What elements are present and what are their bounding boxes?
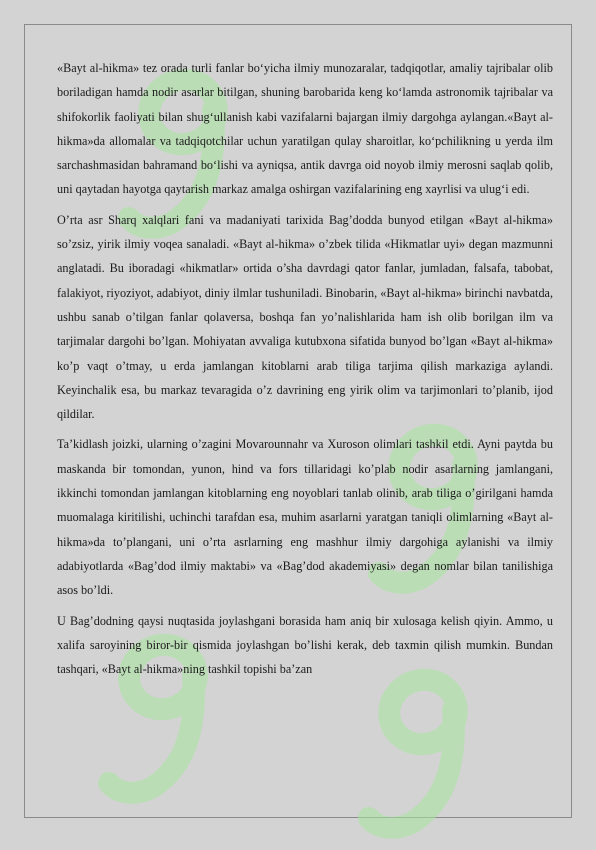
document-body [57,56,553,687]
paragraph: O’rta asr Sharq xalqlari fani va madaniyati tarixida Bag’dodda bunyod etilgan «Bayt al-hikma» so’zsiz, yirik ilmiy voqea sanaladi. «Bayt al-hikma» o’zbek tilida «Hikmatlar uyi» degan mazmunni anglatadi. Bu iboradagi «hikmatlar» ortida o’sha davrdagi qator fanlar, jumladan, falsafa, tabobat, falakiyot, riyoziyot, adabiyot, diniy ilmlar tushuniladi. Binobarin, «Bayt al-hikma» birinchi navbatda, ushbu sanab o’tilgan fanlar qolaversa, boshqa fan yo’nalishlarida ham ish olib borilgan ilm va tarjimalar dargohi bo’lgan. Mohiyatan avvaliga kutubxona sifatida bunyod bo’lgan «Bayt al-hikma» ko’p vaqt o’tmay, u erda jamlangan kitoblarni arab tiliga tarjima qilish markaziga aylandi. Keyinchalik esa, bu markaz tevaragida o’z davrining eng yirik olim va tarjimonlari to’planib, ijod qildilar. [57,212,553,422]
paragraph: «Bayt al-hikma» tez orada turli fanlar bo‘yicha ilmiy munozaralar, tadqiqotlar, amaliy tajribalar olib boriladigan hamda nodir asarlar bitilgan, shuning barobarida keng ko‘lamda astronomik tajribalar va shifokorlik faoliyati bilan shug‘ullanish kabi vazifalarni bajargan ilmiy dargohga aylangan.«Bayt al-hikma»da allomalar va tadqiqotchilar uchun yaratilgan qulay sharoitlar, ko‘pchilikning u yerda ilm sarchashmasidan bahramand bo‘lishi va ayniqsa, antik davrga oid noyob ilmiy merosni saqlab qolib, uni qaytadan hayotga qaytarish markaz amalga oshirgan vazifalarining eng xayrlisi va ulug‘i edi. [57,61,553,197]
paragraph: U Bag’dodning qaysi nuqtasida joylashgani borasida ham aniq bir xulosaga kelish qiyin. Ammo, u xalifa saroyining biror-bir qismida joylashgan bo’lishi kerak, deb taxmin qilish mumkin. Bundan tashqari, «Bayt al-hikma»ning tashkil topishi ba’zan [57,613,553,677]
paragraph: Ta’kidlash joizki, ularning o’zagini Movarounnahr va Xuroson olimlari tashkil etdi. Ayni paytda bu maskanda bir tomondan, yunon, hind va fors tillaridagi ko’plab nodir asarlarning jamlangani, ikkinchi tomondan jamlangan kitoblarning eng noyoblari tanlab olinib, arab tiliga o’girilgani hamda muomalaga kiritilishi, uchinchi tarafdan esa, muhim asarlarni yaratgan taniqli olimlarning «Bayt al-hikma»da to’plangani, uni o’rta asrlarning eng mashhur ilmiy dargohiga aylanishi va ilmiy adabiyotlarda «Bag’dod ilmiy maktabi» va «Bag’dod akademiyasi» degan nomlar bilan tanilishiga asos bo’ldi. [57,437,553,598]
